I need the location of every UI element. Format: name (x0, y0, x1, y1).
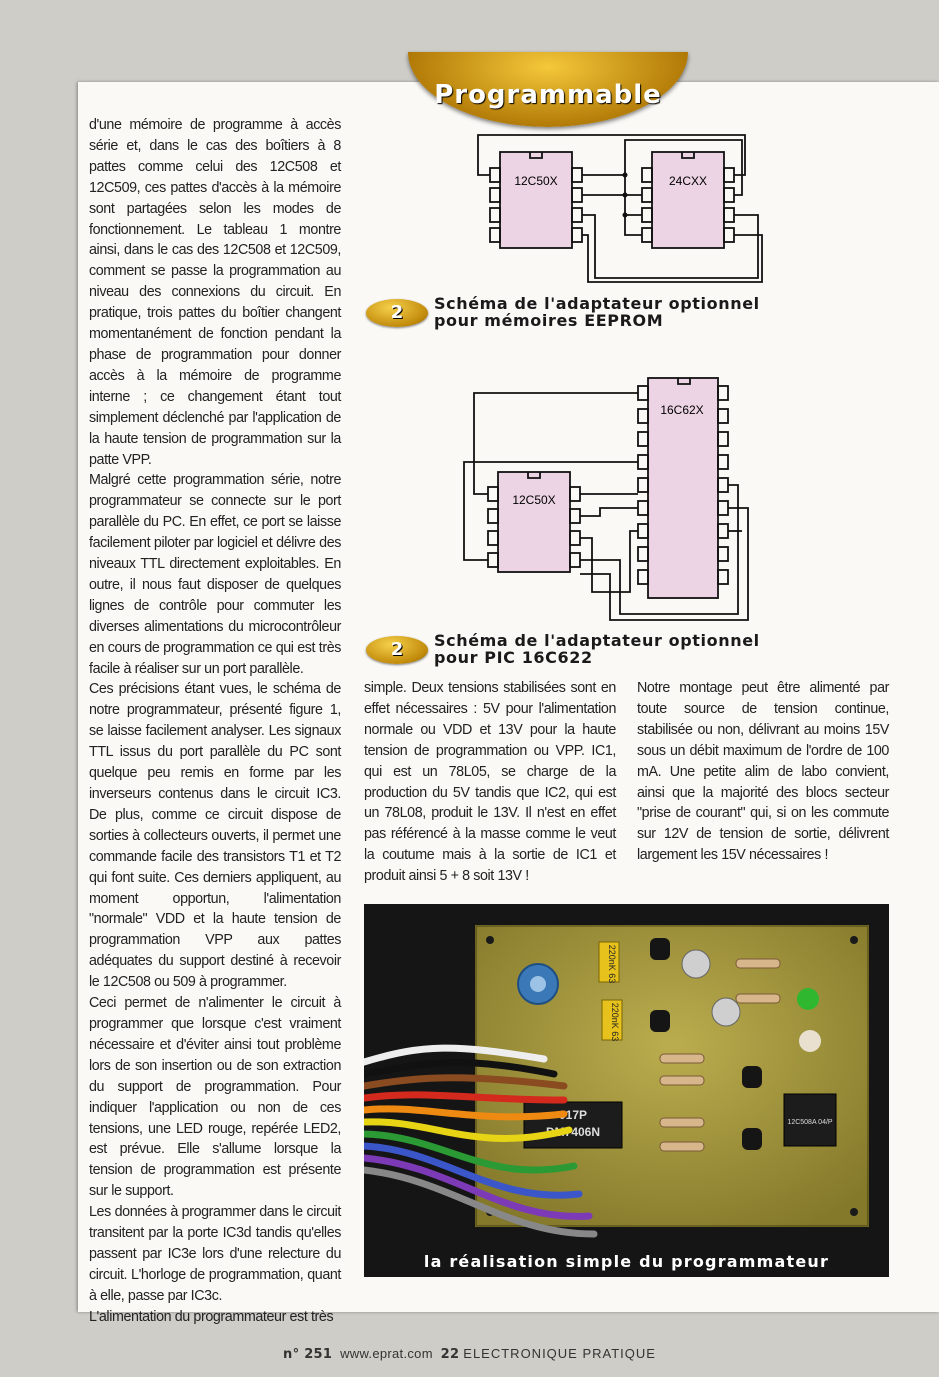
page-number: 22 (440, 1347, 460, 1362)
figure-number-badge: 2 (366, 299, 428, 327)
chip-label-12c50x: 12C50X (514, 174, 558, 188)
chip-24cxx-body (652, 152, 724, 248)
ic-label: 017P (558, 1108, 588, 1122)
circuit-photo (364, 904, 889, 1277)
paragraph: Notre montage peut être alimenté par toute source de tension continue, stabilisée ou non, délivrant au moins 15V sous un débit maximum de l'ordre de 100 mA. Une petite alim de labo convient, ainsi que la majorité des blocs secteur "prise de courant" qui, si on les commute sur 12V de tension de sortie, délivrent largement les 15V nécessaires ! (637, 680, 889, 864)
paragraph: Malgré cette programmation série, notre programmateur se connecte sur le port parallèle du PC. En effet, ce port se laisse facilement piloter par logiciel et délivre des niveaux TTL directement exploitables. En outre, il nous faut disposer de quelques lignes de contrôle pour commuter les diverses alimentations du microcontrôleur en cours de programmation ce qui est très facile à réaliser sur un port parallèle. (89, 472, 341, 677)
caption-text: Schéma de l'adaptateur optionnel pour mémoires EEPROM (434, 294, 760, 330)
pcb-illustration (364, 904, 889, 1277)
section-tab (408, 52, 688, 127)
paragraph: Ceci permet de n'alimenter le circuit à programmer que lorsque c'est vraiment nécessaire et d'éviter ainsi tout problème lors de son insertion ou de son extraction du support de programmation. Pour indiquer l'application ou non de ces tensions, une LED rouge, repérée LED2, est prévue. Elle s'allume lorsque la tension de programmation est présente sur le support. (89, 995, 341, 1200)
paragraph: L'alimentation du programmateur est très (89, 1308, 334, 1325)
pic16c622-adapter-schematic (460, 362, 770, 627)
article-column-1 (89, 115, 341, 1328)
article-column-2 (364, 678, 616, 887)
chip-label-16c62x: 16C62X (660, 403, 704, 417)
section-tab-label: Programmable (434, 80, 662, 110)
paragraph: simple. Deux tensions stabilisées sont en effet nécessaires : 5V pour l'alimentation normale ou VDD et 13V pour la haute tension de programmation ou VPP. IC1, qui est un 78L05, se charge de la production du 5V tandis que IC2, qui est un 78L08, produit le 13V. Il n'est en effet pas référencé à la masse comme le veut la coutume mais à la sortie de IC1 et produit ainsi 5 + 8 soit 13V ! (364, 680, 616, 885)
capacitor-label: 220nK 63 (610, 1002, 620, 1042)
chip-label-12c50x: 12C50X (512, 493, 556, 507)
paragraph: Les données à programmer dans le circuit transitent par la porte IC3d tandis qu'elles passent par IC3e lors d'une relecture du circuit. L'horloge de programmation, quant à elle, passe par IC3c. (89, 1204, 341, 1304)
paragraph: d'une mémoire de programme à accès série et, dans le cas des boîtiers à 8 pattes comme celui des 12C508 et 12C509, ces pattes d'accès à la mémoire sont partagées selon les modes de fonctionnement. Le tableau 1 montre ainsi, dans le cas des 12C508 et 12C509, comment se passe la programmation au niveau des connexions du circuit. En pratique, trois pattes du boîtier changent momentanément de fonction pendant la phase de programmation pour donner accès à la mémoire de programme interne ; ce changement étant tout simplement déclenché par l'application de la haute tension de programmation sur la patte VPP. (89, 117, 341, 468)
chip-12c50x-body (500, 152, 572, 248)
magazine-name: ELECTRONIQUE PRATIQUE (463, 1346, 656, 1361)
figure-number-badge: 2 (366, 636, 428, 664)
chip-label: 12C508A 04/P (787, 1119, 833, 1126)
issue-number: n° 251 (283, 1347, 333, 1362)
page-footer (0, 1346, 939, 1362)
paragraph: Ces précisions étant vues, le schéma de notre programmateur, présenté figure 1, se laisse facilement analyser. Les signaux TTL issus du port parallèle du PC sont quelque peu remis en forme par les inverseurs contenus dans le circuit IC3. De plus, comme ce circuit dispose de sorties à collecteurs ouverts, il permet une commande facile des transistors T1 et T2 qui font suite. Ces derniers appliquent, au moment opportun, l'alimentation "normale" VDD et la haute tension de programmation VPP aux pattes adéquates du support destiné à recevoir le 12C508 ou 509 à programmer. (89, 681, 341, 991)
caption-text: Schéma de l'adaptateur optionnel pour PIC 16C622 (434, 631, 760, 667)
chip-label-24cxx: 24CXX (668, 174, 708, 188)
ic-label: DM7406N (545, 1125, 601, 1139)
photo-caption: la réalisation simple du programmateur (423, 1252, 830, 1271)
website-url: www.eprat.com (340, 1346, 433, 1361)
article-column-3 (637, 678, 889, 866)
capacitor-label: 220nK 63 (607, 944, 617, 984)
eeprom-adapter-schematic (470, 130, 765, 290)
